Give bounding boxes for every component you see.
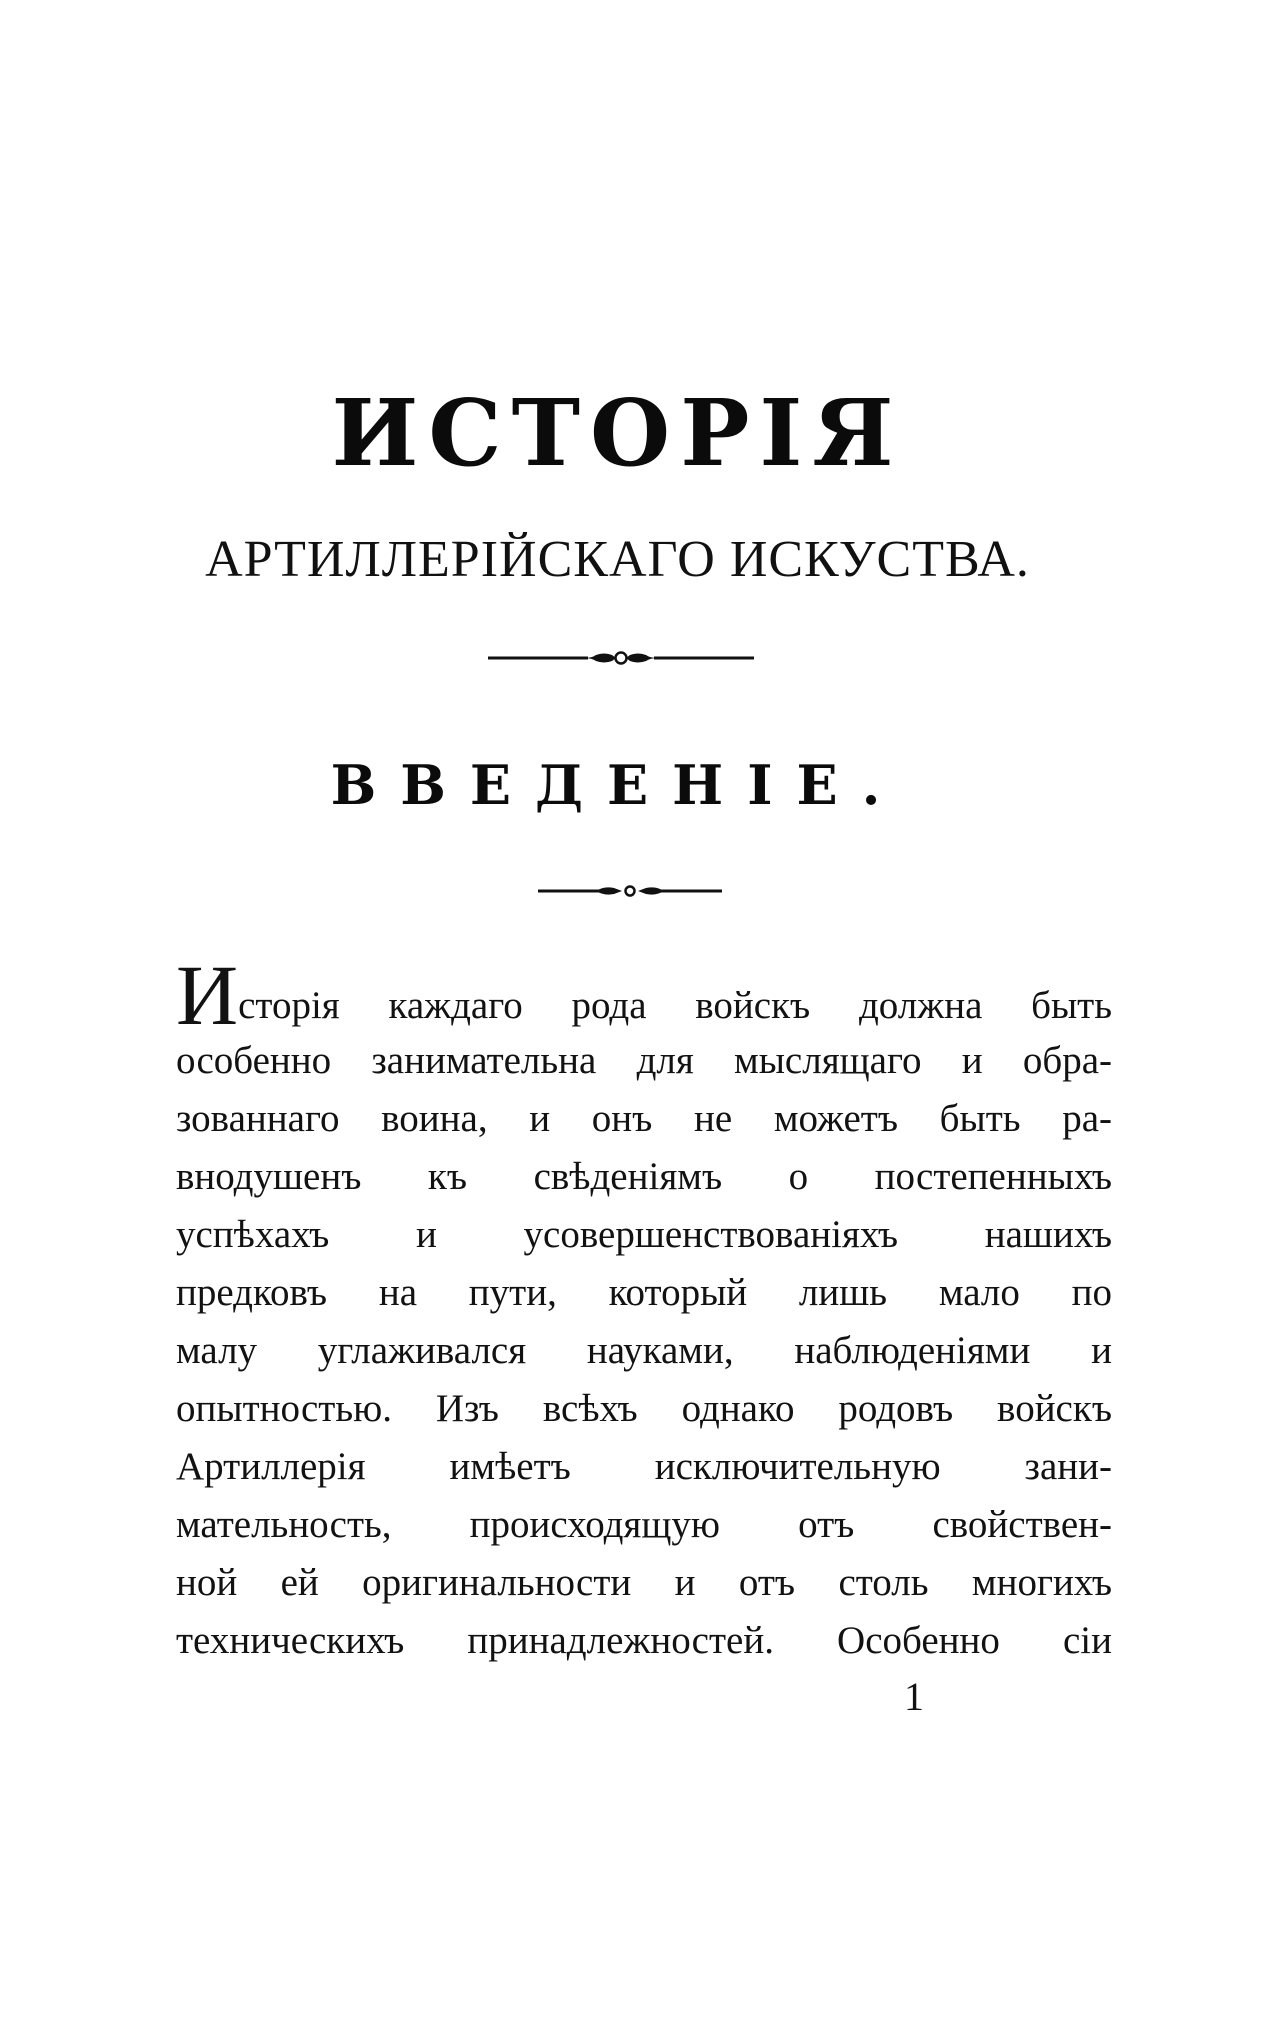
text-line: зованнаго воина, и онъ не можетъ быть ра- (176, 1097, 1112, 1140)
text-line (176, 947, 1112, 1043)
text-line: мательность, происходящую отъ свойствен- (176, 1503, 1112, 1546)
text-line: предковъ на пути, который лишь мало по (176, 1271, 1112, 1314)
ornament-divider-icon (488, 648, 754, 668)
text-line: внодушенъ къ свѣденіямъ о постепенныхъ (176, 1155, 1112, 1198)
text-line: успѣхахъ и усовершенствованіяхъ нашихъ (176, 1213, 1112, 1256)
text-line: Артиллерія имѣетъ исключительную зани- (176, 1445, 1112, 1488)
page-number: 1 (904, 1674, 924, 1719)
text-line: техническихъ принадлежностей. Особенно сіи (176, 1619, 1112, 1662)
body-paragraph (176, 947, 1112, 1670)
ornament-divider-small-icon (538, 882, 722, 900)
text-line: особенно занимательна для мыслящаго и обра- (176, 1039, 1112, 1082)
text-line-content: сторія каждаго рода войскъ должна быть (238, 984, 1112, 1027)
page-title: ИСТОРІЯ (331, 379, 904, 487)
text-line: опытностью. Изъ всѣхъ однако родовъ войскъ (176, 1387, 1112, 1430)
section-heading: ВВЕДЕНІЕ. (330, 753, 905, 817)
drop-cap: И (176, 947, 239, 1043)
text-line: ной ей оригинальности и отъ столь многихъ (176, 1561, 1112, 1604)
text-line: малу углаживался науками, наблюденіями и (176, 1329, 1112, 1372)
page-subtitle: АРТИЛЛЕРІЙСКАГО ИСКУСТВА. (205, 531, 1030, 588)
